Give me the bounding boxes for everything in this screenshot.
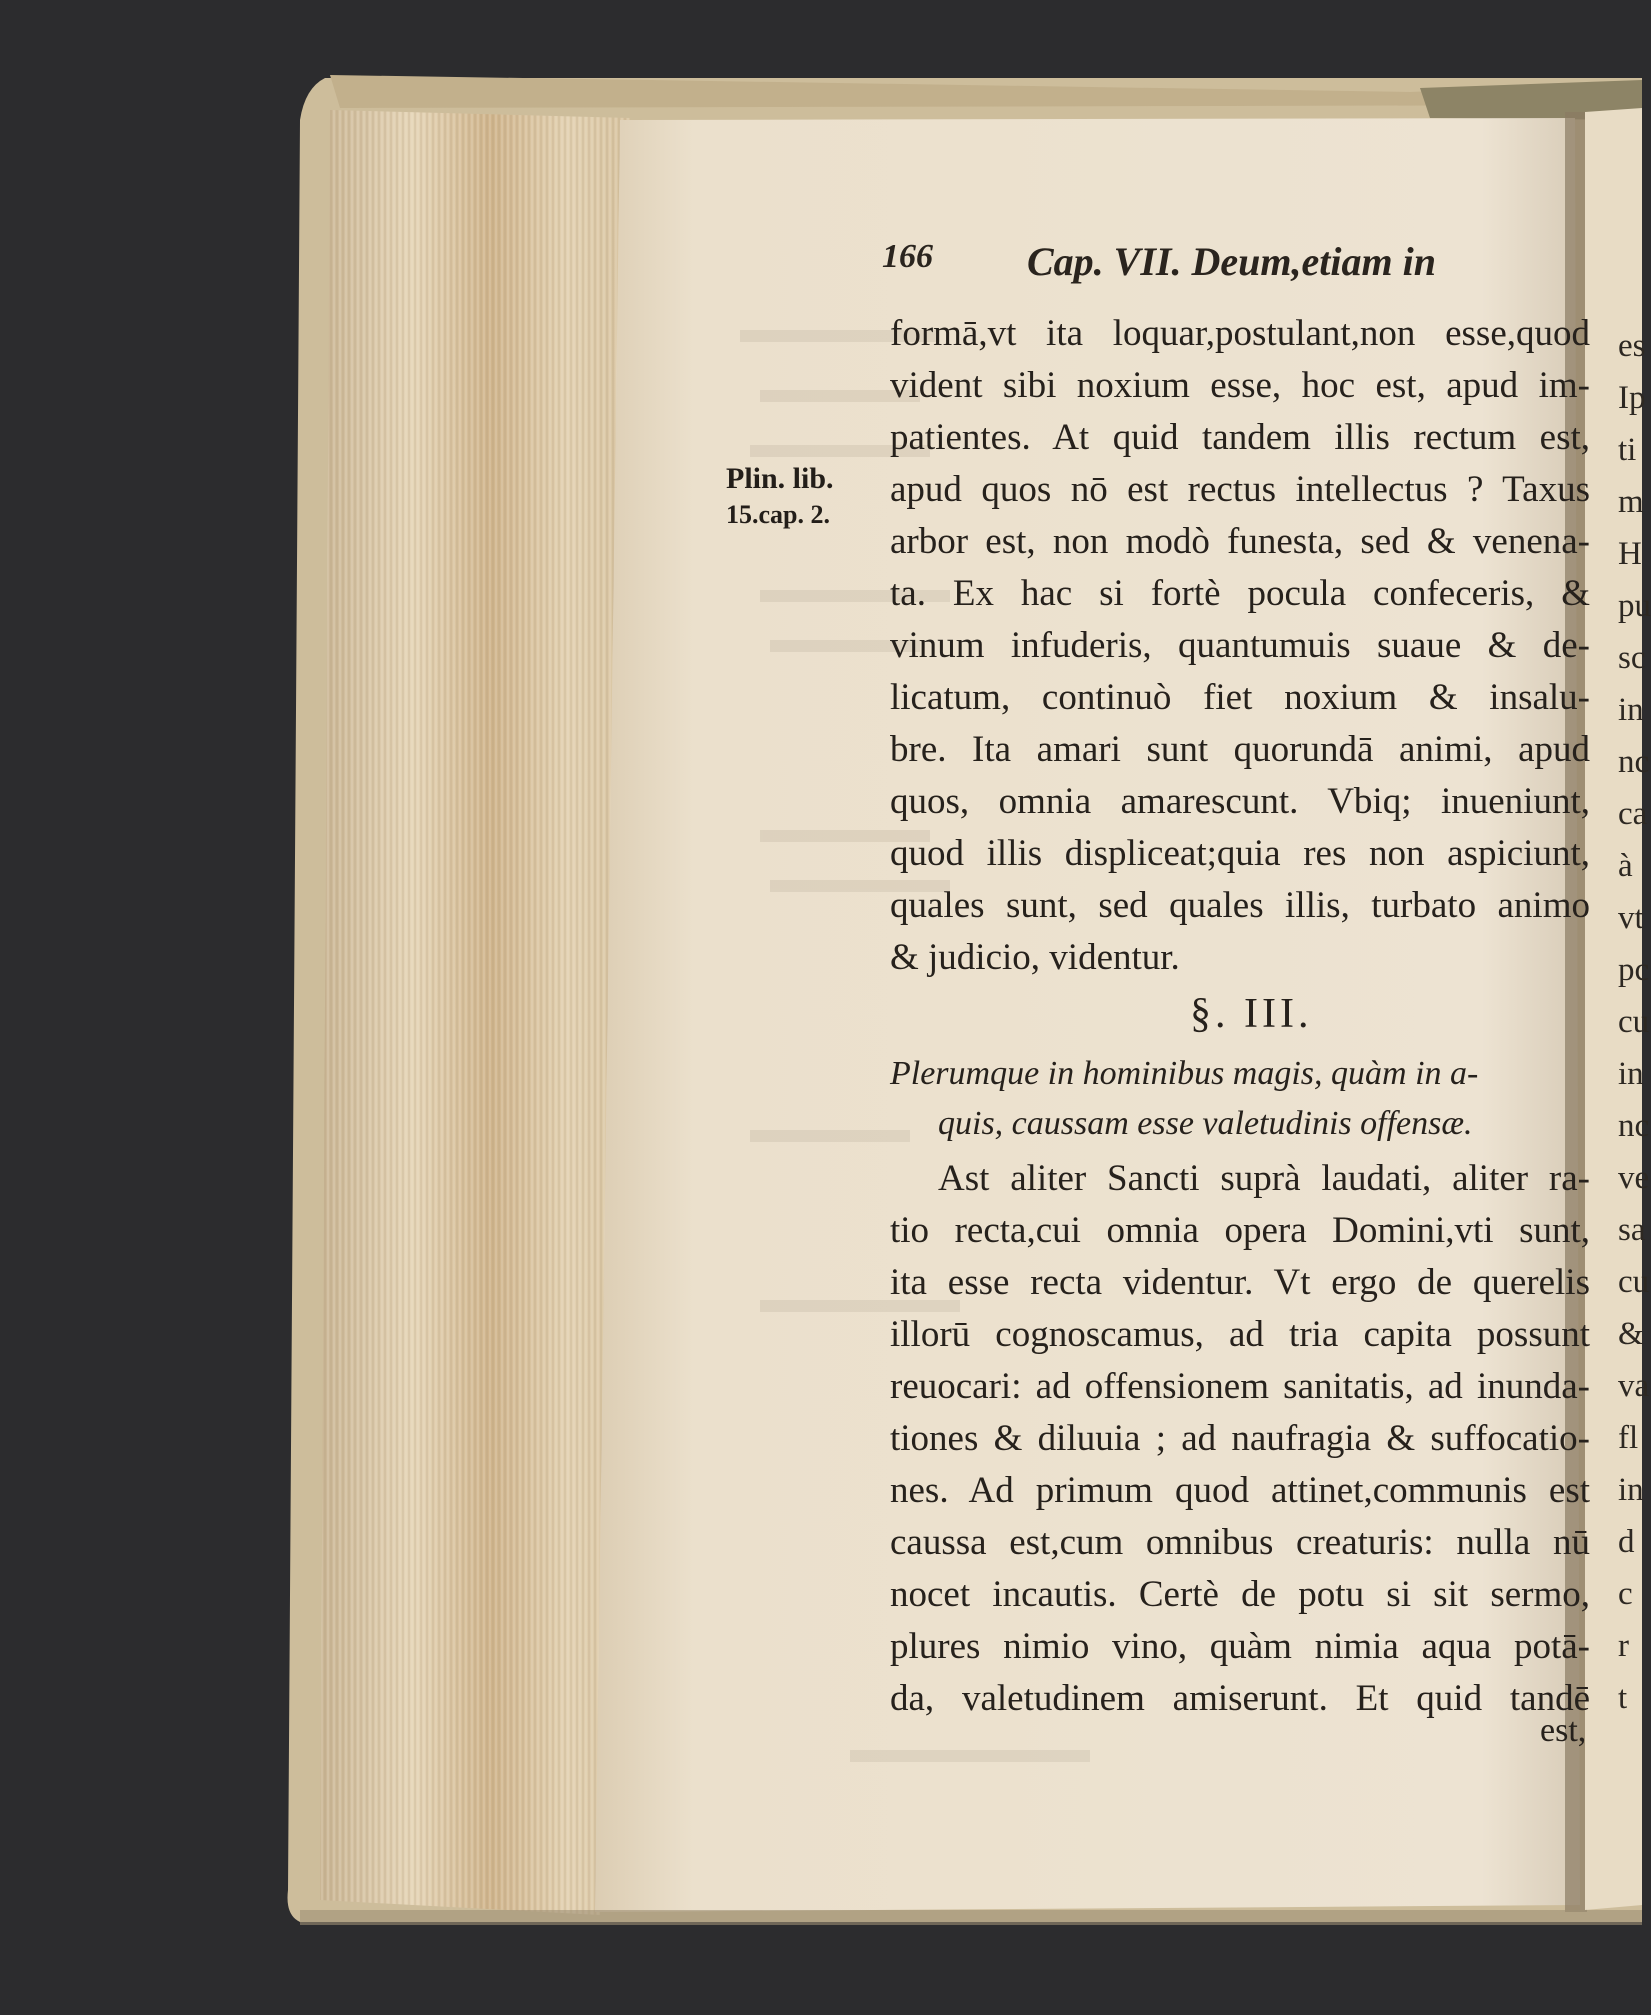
body-line: & judicio, videntur. — [890, 937, 1180, 978]
body-line: patientes. At quid tandem illis rectum est, — [890, 417, 1590, 458]
facing-page-fragment: r — [1618, 1628, 1629, 1664]
running-head: Cap. VII. Deum,etiam in — [1027, 239, 1436, 284]
body-line: quod illis displiceat;quia res non aspiciunt, — [890, 833, 1590, 874]
facing-page-fragment: nc — [1618, 1108, 1650, 1144]
facing-page-fragment: nc — [1618, 744, 1650, 780]
facing-page-fragment: pu — [1618, 588, 1651, 624]
facing-page-fragment: Ip — [1618, 380, 1646, 416]
body-line: apud quos nō est rectus intellectus ? Taxus — [890, 469, 1590, 510]
body-line: da, valetudinem amiserunt. Et quid tandē — [890, 1678, 1590, 1719]
body-line: nocet incautis. Certè de potu si sit sermo, — [890, 1574, 1590, 1615]
facing-page-fragment: ti — [1618, 432, 1637, 468]
page-header — [882, 238, 1582, 294]
body-line: nes. Ad primum quod attinet,communis est — [890, 1470, 1590, 1511]
body-line: tio recta,cui omnia opera Domini,vti sunt, — [890, 1210, 1590, 1251]
facing-page-fragment: & — [1618, 1316, 1644, 1352]
facing-page-fragment: es — [1618, 328, 1646, 364]
body-line: tiones & diluuia ; ad naufragia & suffocatio- — [890, 1418, 1590, 1459]
margin-note-line-1: Plin. lib. — [726, 462, 834, 495]
body-line: quos, omnia amarescunt. Vbiq; inueniunt, — [890, 781, 1590, 822]
body-line: formā,vt ita loquar,postulant,non esse,quod — [890, 313, 1590, 354]
section-summary-line: Plerumque in hominibus magis, quàm in a- — [890, 1055, 1479, 1092]
body-line: ta. Ex hac si fortè pocula confeceris, & — [890, 573, 1590, 614]
facing-page-fragment: t — [1618, 1680, 1628, 1716]
body-line: caussa est,cum omnibus creaturis: nulla nū — [890, 1522, 1590, 1563]
body-line: bre. Ita amari sunt quorundā animi, apud — [890, 729, 1590, 770]
body-line: reuocari: ad offensionem sanitatis, ad inunda- — [890, 1366, 1590, 1407]
margin-note-line-2: 15.cap. 2. — [726, 500, 830, 529]
body-line: Ast aliter Sancti suprà laudati, aliter ra- — [938, 1158, 1590, 1199]
facing-page-fragment: vt — [1618, 900, 1644, 936]
facing-page-fragment: m — [1618, 484, 1644, 520]
section-heading: §. III. — [1190, 991, 1313, 1037]
facing-page-fragment: sc — [1618, 640, 1646, 676]
facing-page-fragment: à — [1618, 848, 1633, 884]
facing-page-fragment: fl — [1618, 1420, 1639, 1456]
facing-page-fragment: d — [1618, 1524, 1635, 1560]
facing-page-fragment: va — [1618, 1368, 1650, 1404]
facing-page-fragment: H — [1618, 536, 1642, 572]
facing-page-fragment: cu — [1618, 1004, 1650, 1040]
body-line: illorū cognoscamus, ad tria capita possunt — [890, 1314, 1590, 1355]
catchword: est, — [1540, 1712, 1587, 1749]
body-line: licatum, continuò fiet noxium & insalu- — [890, 677, 1590, 718]
body-line: arbor est, non modò funesta, sed & venena- — [890, 521, 1590, 562]
body-line: ita esse recta videntur. Vt ergo de querelis — [890, 1262, 1590, 1303]
facing-page-fragment: ve — [1618, 1160, 1650, 1196]
facing-page-fragment: c — [1618, 1576, 1633, 1612]
facing-page-fragment: sa — [1618, 1212, 1646, 1248]
body-line: vinum infuderis, quantumuis suaue & de- — [890, 625, 1590, 666]
facing-page-fragment: ca — [1618, 796, 1648, 832]
page-number: 166 — [882, 238, 933, 275]
facing-page-fragment: cu — [1618, 1264, 1650, 1300]
facing-page-fragment: in — [1618, 692, 1644, 728]
facing-page-fragment: in — [1618, 1056, 1644, 1092]
body-line: quales sunt, sed quales illis, turbato animo — [890, 885, 1590, 926]
section-summary-line: quis, caussam esse valetudinis offensæ. — [938, 1105, 1473, 1142]
facing-page-fragment: in — [1618, 1472, 1644, 1508]
body-line: plures nimio vino, quàm nimia aqua potā- — [890, 1626, 1590, 1667]
body-line: vident sibi noxium esse, hoc est, apud im- — [890, 365, 1590, 406]
facing-page-fragment: pc — [1618, 952, 1650, 988]
